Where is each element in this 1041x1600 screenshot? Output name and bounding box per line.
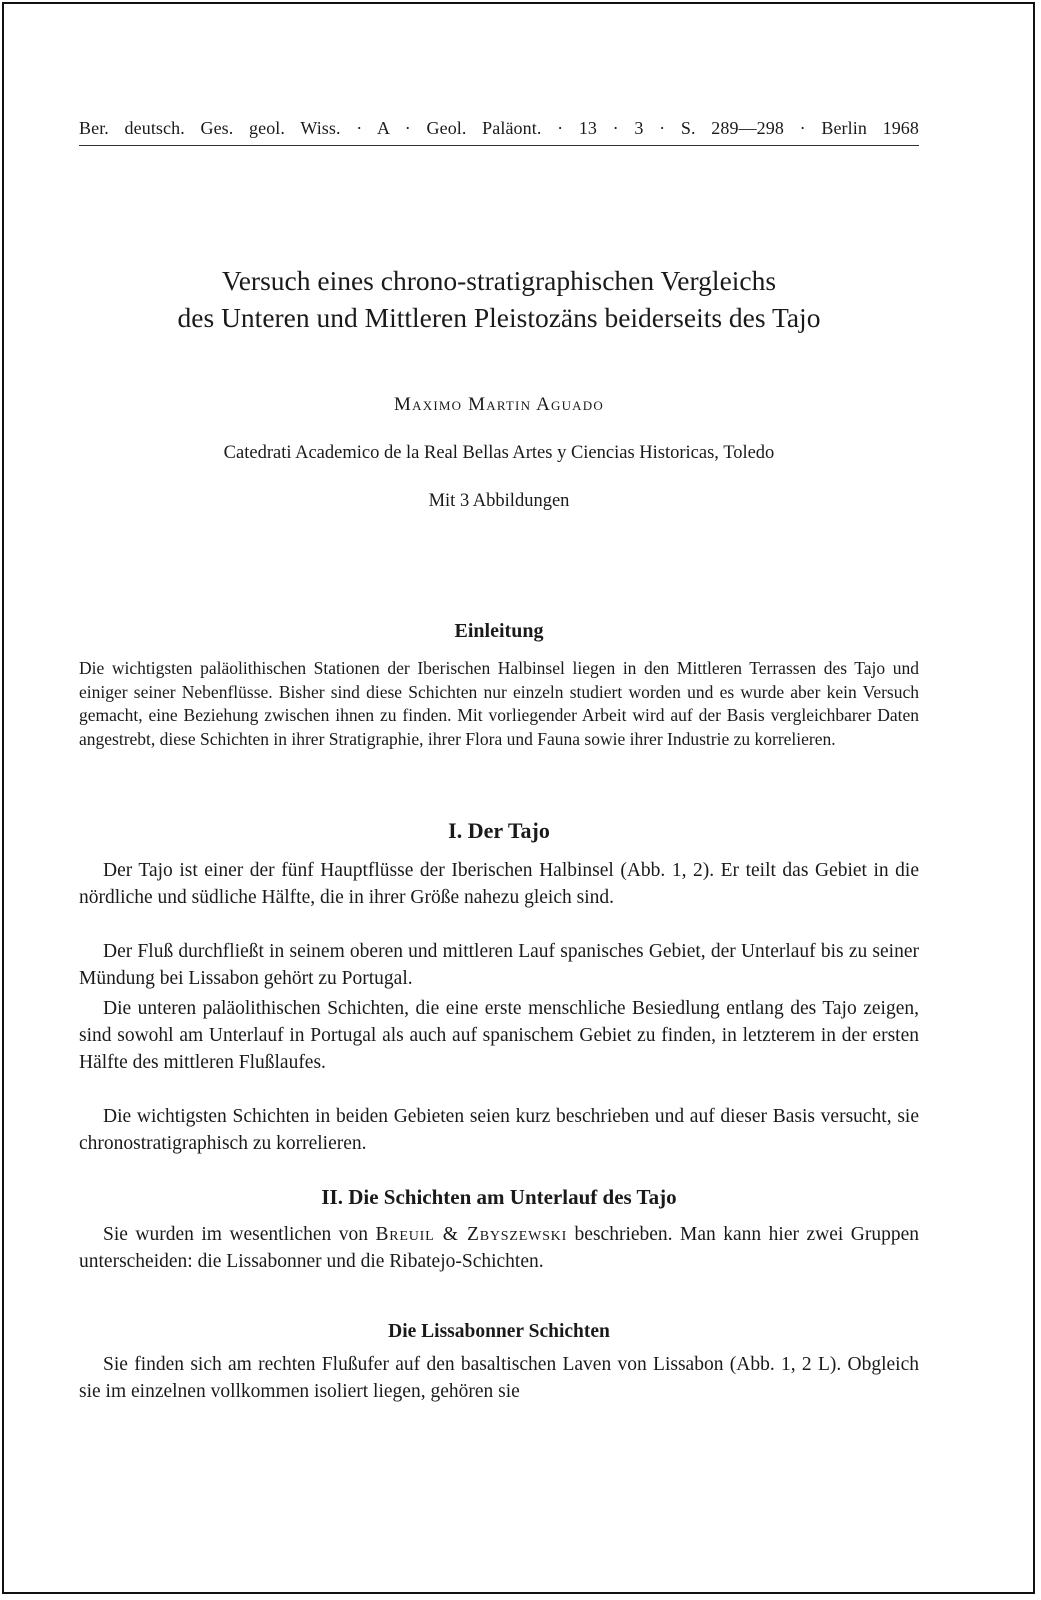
header-rule: [79, 145, 919, 146]
figures-note: Mit 3 Abbildungen: [428, 491, 570, 511]
heading-der-tajo: I. Der Tajo: [448, 818, 550, 843]
title-line-1: Versuch eines chrono-stratigraphischen Vergleichs: [221, 265, 777, 296]
article-title: [79, 262, 919, 336]
heading-schichten-unterlauf: II. Die Schichten am Unterlauf des Tajo: [321, 1185, 677, 1209]
author-name: Maximo Martin Aguado: [394, 394, 604, 415]
cited-authors: Breuil & Zbyszewski: [375, 1224, 568, 1245]
tajo-paragraph-1: Der Tajo ist einer der fünf Hauptflüsse der Iberischen Halbinsel (Abb. 1, 2). Er teilt das Gebiet in die nördliche und südliche Hälfte, die in ihrer Größe nahezu gleich sind.: [79, 860, 919, 908]
lissabonner-paragraph-1: Sie finden sich am rechten Flußufer auf den basaltischen Laven von Lissabon (Abb. 1, 2 L). Obgleich sie im einzelnen vollkommen isoliert liegen, gehören sie: [79, 1354, 919, 1402]
unterlauf-text-after: beschrieben. Man kann hier zwei Gruppen unterscheiden: die Lissabonner und die Ribatejo-Schichten.: [79, 1224, 919, 1272]
tajo-paragraph-2: Der Fluß durchfließt in seinem oberen und mittleren Lauf spanisches Gebiet, der Unterlauf bis zu seiner Mündung bei Lissabon gehört zu Portugal.: [79, 941, 919, 989]
tajo-paragraph-3: Die unteren paläolithischen Schichten, die eine erste menschliche Besiedlung entlang des Tajo zeigen, sind sowohl am Unterlauf in Portugal als auch auf spanischem Gebiet zu finden, in letzterem in der ersten Hälfte des mittleren Flußlaufes.: [79, 998, 919, 1073]
einleitung-paragraph: Die wichtigsten paläolithischen Stationen der Iberischen Halbinsel liegen in den Mittleren Terrassen des Tajo und einiger seiner Nebenflüsse. Bisher sind diese Schichten nur einzeln studiert worden und es wurde aber kein Versuch gemacht, eine Beziehung zwischen ihnen zu finden. Mit vorliegender Arbeit wird auf der Basis vergleichbarer Daten angestrebt, diese Schichten in ihrer Stratigraphie, ihrer Flora und Fauna sowie ihrer Industrie zu korrelieren.: [79, 658, 919, 749]
tajo-paragraph-4: Die wichtigsten Schichten in beiden Gebieten seien kurz beschrieben und auf dieser Basis versucht, sie chronostratigraphisch zu korrelieren.: [79, 1106, 919, 1154]
journal-citation: Ber. deutsch. Ges. geol. Wiss. · A · Geol. Paläont. · 13 · 3 · S. 289—298 · Berlin 1968: [79, 118, 919, 138]
title-line-2: des Unteren und Mittleren Pleistozäns beiderseits des Tajo: [177, 302, 821, 333]
heading-lissabonner-schichten: Die Lissabonner Schichten: [388, 1321, 610, 1342]
heading-einleitung: Einleitung: [454, 620, 544, 642]
author-affiliation: Catedrati Academico de la Real Bellas Artes y Ciencias Historicas, Toledo: [223, 443, 775, 463]
unterlauf-paragraph-1: [79, 1222, 919, 1276]
unterlauf-text-before: Sie wurden im wesentlichen von: [103, 1224, 376, 1245]
